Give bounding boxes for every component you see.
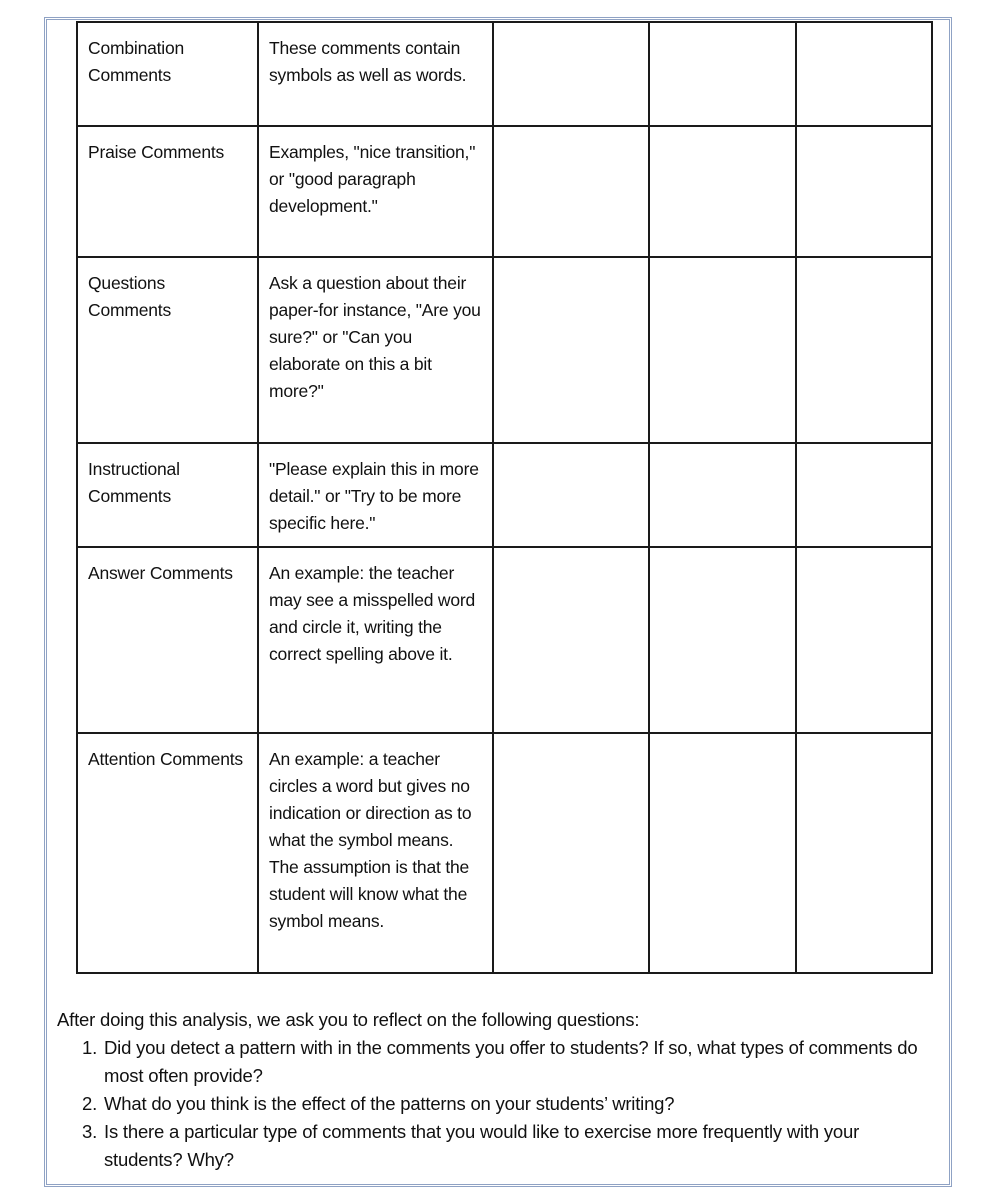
- empty-cell[interactable]: [796, 733, 932, 973]
- reflection-intro: After doing this analysis, we ask you to reflect on the following questions:: [57, 1009, 640, 1030]
- empty-cell[interactable]: [493, 126, 649, 257]
- empty-cell[interactable]: [796, 547, 932, 733]
- comment-description-cell: Ask a question about their paper-for instance, "Are you sure?" or "Can you elaborate on this a bit more?": [258, 257, 493, 443]
- empty-cell[interactable]: [796, 22, 932, 126]
- comment-description-cell: An example: the teacher may see a misspelled word and circle it, writing the correct spelling above it.: [258, 547, 493, 733]
- comment-description-cell: These comments contain symbols as well as words.: [258, 22, 493, 126]
- reflection-section: [57, 1006, 937, 1174]
- empty-cell[interactable]: [493, 443, 649, 547]
- empty-cell[interactable]: [649, 547, 796, 733]
- empty-cell[interactable]: [796, 443, 932, 547]
- table-row: [77, 733, 932, 973]
- comment-description-cell: Examples, "nice transition," or "good paragraph development.": [258, 126, 493, 257]
- empty-cell[interactable]: [493, 257, 649, 443]
- empty-cell[interactable]: [796, 257, 932, 443]
- comment-description-cell: An example: a teacher circles a word but gives no indication or direction as to what the symbol means. The assumption is that the student will know what the symbol means.: [258, 733, 493, 973]
- comment-type-cell: Attention Comments: [77, 733, 258, 973]
- comment-type-cell: Combination Comments: [77, 22, 258, 126]
- empty-cell[interactable]: [493, 547, 649, 733]
- table-row: [77, 547, 932, 733]
- comments-analysis-table: [76, 21, 933, 974]
- comment-type-cell: Answer Comments: [77, 547, 258, 733]
- table-row: [77, 126, 932, 257]
- empty-cell[interactable]: [649, 22, 796, 126]
- comment-type-cell: Instructional Comments: [77, 443, 258, 547]
- reflection-question: 3. Is there a particular type of comments that you would like to exercise more frequently with your students? Why?: [102, 1118, 937, 1174]
- empty-cell[interactable]: [649, 733, 796, 973]
- comment-type-cell: Praise Comments: [77, 126, 258, 257]
- reflection-questions-list: [57, 1034, 937, 1174]
- table-row: [77, 22, 932, 126]
- empty-cell[interactable]: [493, 22, 649, 126]
- empty-cell[interactable]: [649, 126, 796, 257]
- table-row: [77, 443, 932, 547]
- comment-type-cell: Questions Comments: [77, 257, 258, 443]
- empty-cell[interactable]: [493, 733, 649, 973]
- reflection-question: 1. Did you detect a pattern with in the comments you offer to students? If so, what types of comments do most often provide?: [102, 1034, 937, 1090]
- empty-cell[interactable]: [649, 257, 796, 443]
- empty-cell[interactable]: [796, 126, 932, 257]
- empty-cell[interactable]: [649, 443, 796, 547]
- table-row: [77, 257, 932, 443]
- reflection-question: 2. What do you think is the effect of the patterns on your students’ writing?: [102, 1090, 937, 1118]
- comment-description-cell: "Please explain this in more detail." or "Try to be more specific here.": [258, 443, 493, 547]
